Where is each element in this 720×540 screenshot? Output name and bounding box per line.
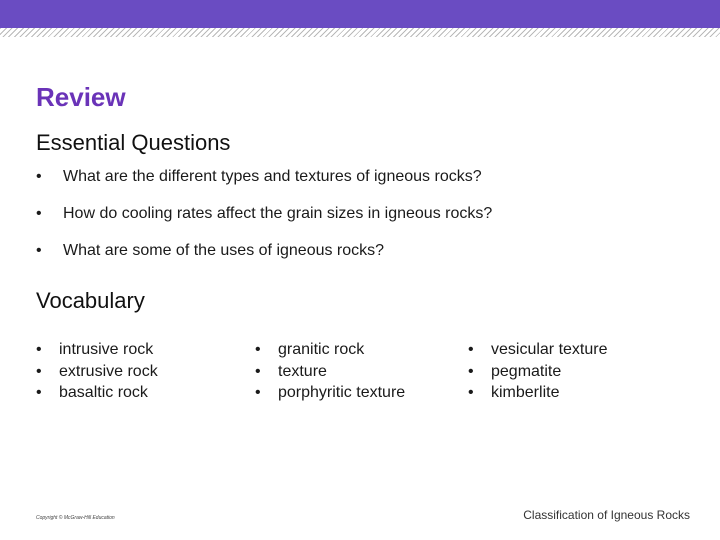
header-bar [0,0,720,28]
vocabulary-term: basaltic rock [59,384,148,401]
vocabulary-column-2 [255,339,405,404]
list-item [468,361,608,383]
bullet-icon: • [255,341,261,358]
bullet-icon: • [255,362,261,380]
bullet-icon: • [36,168,42,185]
bullet-icon: • [36,205,42,222]
slide-title: Review [36,82,126,112]
vocabulary-term: texture [278,362,327,380]
vocabulary-heading: Vocabulary [36,288,145,313]
essential-questions-heading: Essential Questions [36,130,231,155]
vocabulary-term: intrusive rock [59,341,154,358]
vocabulary-term: pegmatite [491,362,562,380]
bullet-icon: • [36,384,42,401]
list-item [36,382,158,404]
bullet-icon: • [36,242,42,259]
list-item [255,339,405,361]
bullet-icon: • [36,362,42,380]
list-item [36,205,492,223]
list-item [468,339,608,361]
vocabulary-term: granitic rock [278,341,365,358]
question-text: What are the different types and textures of igneous rocks? [63,168,482,185]
vocabulary-column-1 [36,339,158,404]
header-hatch-divider [0,28,720,37]
vocabulary-term: kimberlite [491,384,560,401]
copyright-notice: Copyright © McGraw-Hill Education [36,515,115,521]
list-item [36,339,158,361]
essential-questions-list [36,168,492,279]
vocabulary-column-3 [468,339,608,404]
list-item [255,382,405,404]
list-item [36,361,158,383]
list-item [36,242,492,260]
vocabulary-term: extrusive rock [59,362,158,380]
bullet-icon: • [468,362,474,380]
bullet-icon: • [36,341,42,358]
vocabulary-term: porphyritic texture [278,384,406,401]
bullet-icon: • [255,384,261,401]
bullet-icon: • [468,384,474,401]
vocabulary-term: vesicular texture [491,341,608,358]
question-text: How do cooling rates affect the grain sizes in igneous rocks? [63,205,493,222]
question-text: What are some of the uses of igneous rocks? [63,242,385,259]
bullet-icon: • [468,341,474,358]
list-item [255,361,405,383]
footer-lesson-title: Classification of Igneous Rocks [523,508,690,522]
list-item [468,382,608,404]
list-item [36,168,492,186]
